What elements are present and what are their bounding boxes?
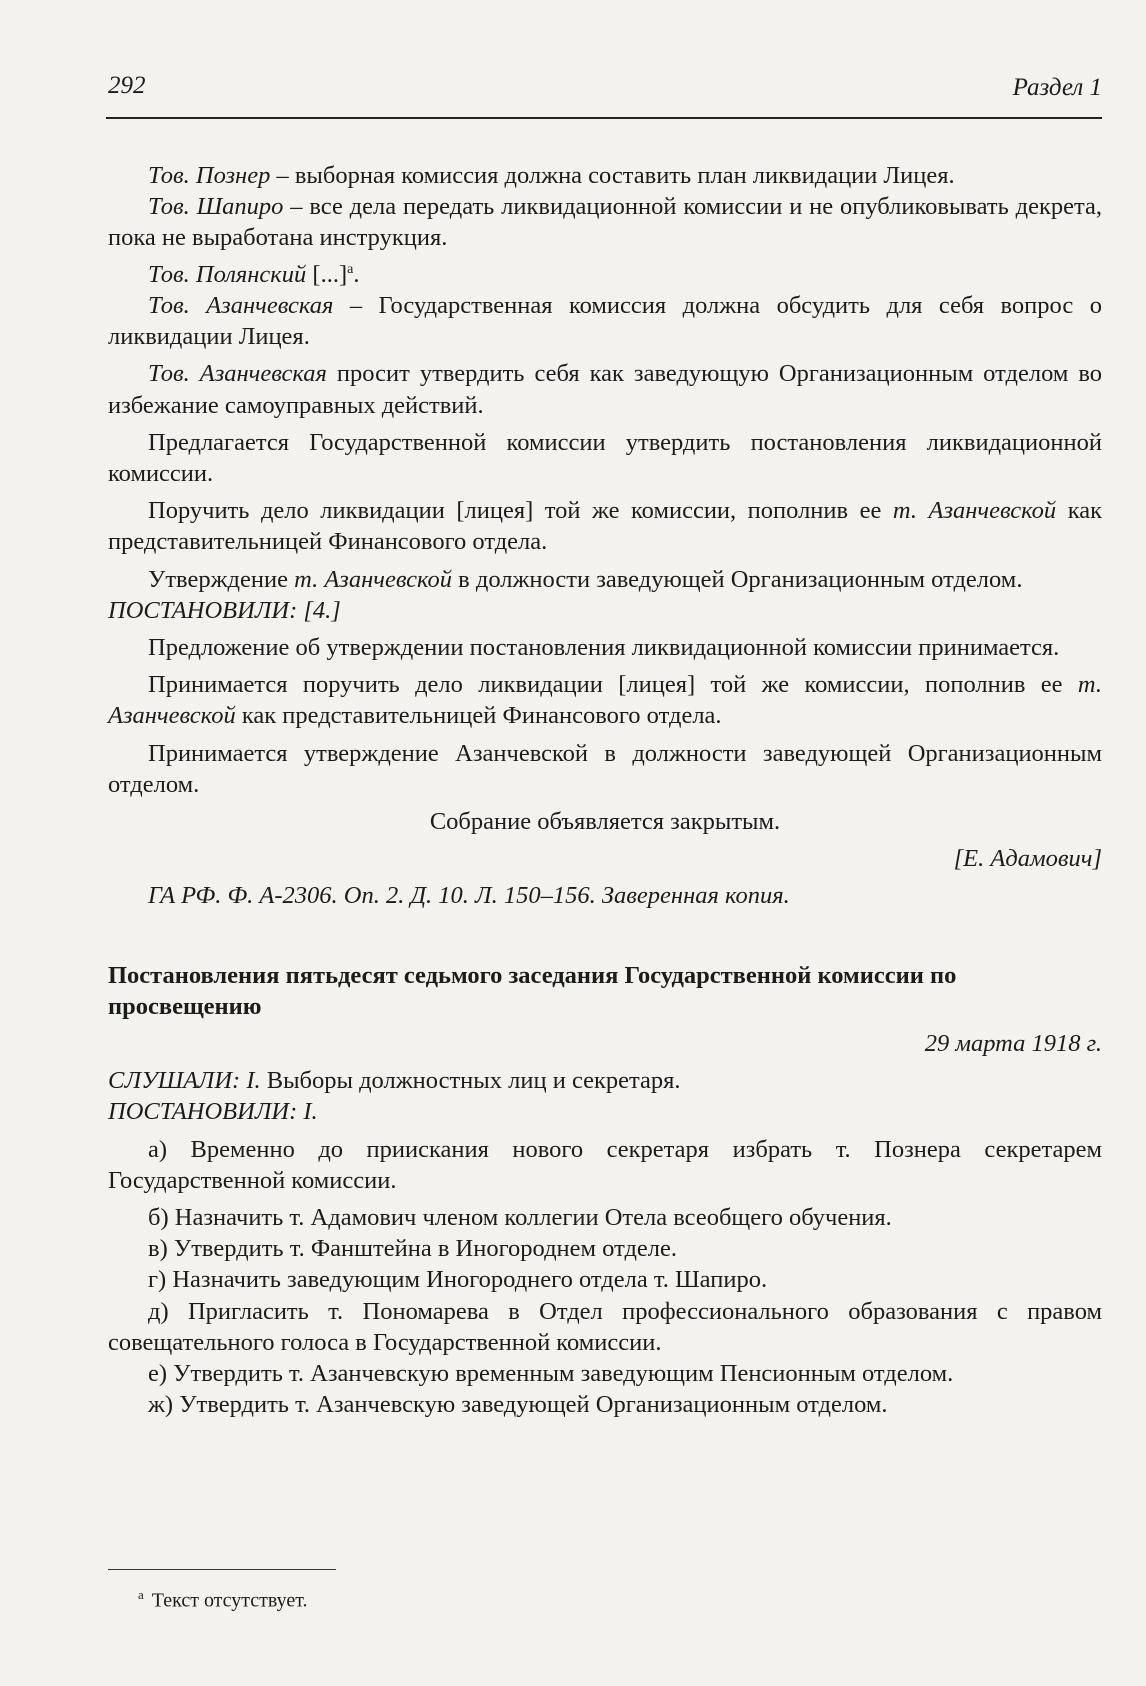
paragraph: Предлагается Государственной комиссии утвердить постановления ликвидационной комиссии. — [108, 428, 1102, 487]
paragraph: Утверждение т. Азанчевской в должности заведующей Организационным отделом. — [148, 565, 1023, 593]
list-item: а) Временно до приискания нового секретаря избрать т. Познера секретарем Государственной комиссии. — [108, 1135, 1102, 1194]
speaker-name: Тов. Азанчевская — [148, 360, 327, 388]
footnote-marker: а — [138, 1587, 144, 1602]
list-item: ж) Утвердить т. Азанчевскую заведующей Организационным отделом. — [148, 1391, 888, 1419]
paragraph: Тов. Азанчевская – Государственная комиссия должна обсудить для себя вопрос о ликвидации Лицея. — [108, 291, 1102, 351]
list-item: г) Назначить заведующим Иногороднего отдела т. Шапиро. — [148, 1266, 768, 1294]
footnote-divider — [108, 1569, 336, 1570]
paragraph: Поручить дело ликвидации [лицея] той же комиссии, пополнив ее т. Азанчевской как представительницей Финансового отдела. — [108, 497, 1103, 556]
list-item: в) Утвердить т. Фанштейна в Иногороднем отделе. — [148, 1235, 678, 1263]
speaker-name: Тов. Шапиро — [148, 193, 284, 221]
paragraph: Предложение об утверждении постановления ликвидационной комиссии принимается. — [148, 634, 1060, 661]
closing-line: Собрание объявляется закрытым. — [429, 808, 781, 836]
resolution-date: 29 марта 1918 г. — [924, 1030, 1102, 1058]
paragraph: Принимается утверждение Азанчевской в должности заведующей Организационным отделом. — [108, 739, 1102, 798]
list-item: б) Назначить т. Адамович членом коллегии Отела всеобщего обучения. — [148, 1204, 892, 1232]
list-item: д) Пригласить т. Пономарева в Отдел профессионального образования с правом совещательного голоса в Государственной комиссии. — [108, 1297, 1102, 1356]
signature: [Е. Адамович] — [953, 845, 1102, 873]
speaker-name: Тов. Полянский — [148, 260, 307, 288]
footnote: $^а$ Текст отсутствует. — [138, 1587, 308, 1612]
paragraph: Тов. Полянский [...]$^а$. — [148, 260, 360, 288]
speaker-name: Тов. Азанчевская — [148, 291, 334, 319]
section-title: Раздел 1 — [1012, 74, 1102, 101]
paragraph: Тов. Познер – выборная комиссия должна составить план ликвидации Лицея. — [148, 162, 955, 189]
heard-section: СЛУШАЛИ: I. Выборы должностных лиц и секретаря. — [108, 1067, 681, 1095]
footnote-marker: а — [347, 261, 354, 277]
page-number: 292 — [108, 72, 146, 99]
header-divider — [106, 117, 1102, 119]
speaker-name: Тов. Познер — [148, 162, 271, 189]
list-item: е) Утвердить т. Азанчевскую временным заведующим Пенсионным отделом. — [148, 1360, 954, 1388]
paragraph: Тов. Азанчевская просит утвердить себя как заведующую Организационным отделом во избежание самоуправных действий. — [108, 360, 1102, 419]
resolution-title: Постановления пятьдесят седьмого заседания Государственной комиссии по просвещению — [108, 961, 957, 1020]
document-body — [108, 160, 1102, 1420]
paragraph: Принимается поручить дело ликвидации [лицея] той же комиссии, пополнив ее т. Азанчевской как представительницей Финансового отдела. — [108, 671, 1102, 730]
resolution-heading: ПОСТАНОВИЛИ: [4.] — [108, 596, 341, 624]
resolved-heading: ПОСТАНОВИЛИ: I. — [108, 1098, 318, 1126]
paragraph: Тов. Шапиро – все дела передать ликвидационной комиссии и не опубликовывать декрета, пока не выработана инструкция. — [108, 193, 1102, 252]
archive-source: ГА РФ. Ф. А-2306. Оп. 2. Д. 10. Л. 150–156. Заверенная копия. — [148, 882, 790, 910]
